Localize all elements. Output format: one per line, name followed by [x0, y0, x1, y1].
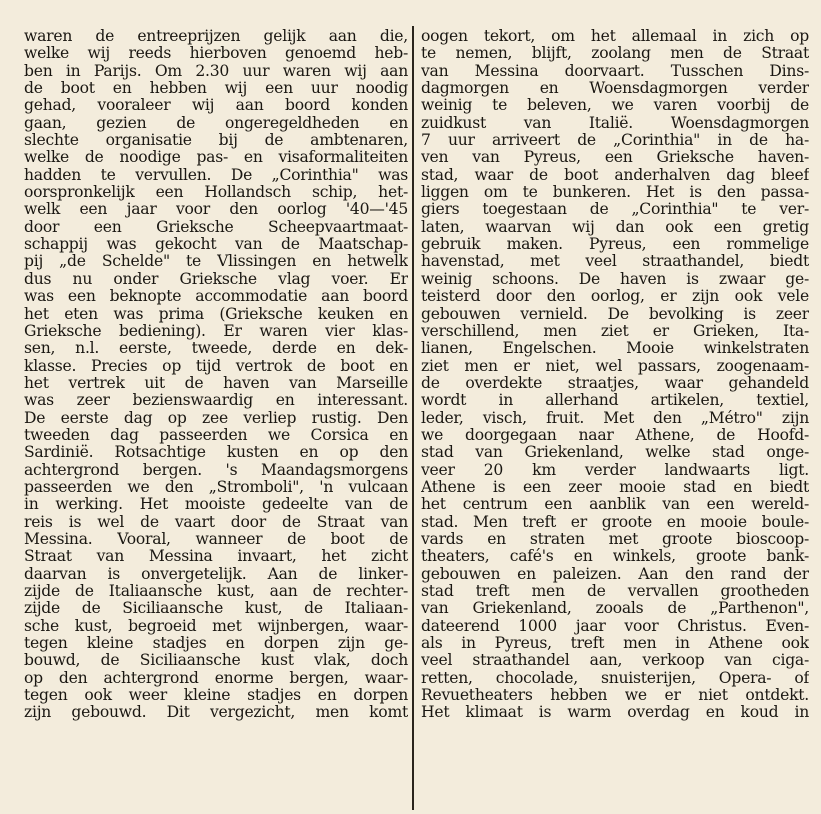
text-line: zijde de Italiaansche kust, aan de rechter- [24, 583, 408, 600]
text-line: stad treft men de vervallen grootheden [421, 583, 809, 600]
text-line: zuidkust van Italië. Woensdagmorgen [421, 114, 809, 132]
text-line: giers toegestaan de „Corinthia" te ver- [421, 201, 809, 219]
text-line: tegen ook weer kleine stadjes en dorpen [24, 687, 408, 705]
text-line: welke wij reeds hierboven genoemd heb- [24, 45, 408, 63]
text-line: het vertrek uit de haven van Marseille [24, 374, 408, 392]
text-line: Messina. Vooral, wanneer de boot de [24, 530, 408, 548]
text-line: slechte organisatie bij de ambtenaren, [24, 132, 408, 150]
text-line: welk een jaar voor den oorlog '40—'45 [24, 201, 408, 219]
text-line: Grieksche bediening). Er waren vier klas- [24, 322, 408, 340]
text-line: veel straathandel aan, verkoop van ciga- [421, 652, 809, 670]
column-divider [412, 26, 414, 810]
text-line: tweeden dag passeerden we Corsica en [24, 426, 408, 444]
text-line: was zeer bezienswaardig en interessant. [24, 392, 408, 410]
text-line: hadden te vervullen. De „Corinthia" was [24, 166, 408, 184]
text-line: stad, waar de boot anderhalven dag bleef [421, 166, 809, 184]
left-column [24, 28, 408, 722]
text-line: we doorgegaan naar Athene, de Hoofd- [421, 426, 809, 444]
text-line: leder, visch, fruit. Met den „Métro" zijn [421, 409, 809, 427]
text-line: door een Grieksche Scheepvaartmaat- [24, 218, 408, 236]
text-line: tegen kleine stadjes en dorpen zijn ge- [24, 635, 408, 653]
text-line: pij „de Schelde" te Vlissingen en hetwelk [24, 253, 408, 271]
text-line: de boot en hebben wij een uur noodig [24, 80, 408, 98]
text-line: gebouwen vernield. De bevolking is zeer [421, 305, 809, 323]
text-line: welke de noodige pas- en visaformaliteiten [24, 149, 408, 167]
text-line: gaan, gezien de ongeregeldheden en [24, 114, 408, 132]
text-line: oogen tekort, om het allemaal in zich op [421, 28, 809, 45]
text-line: teisterd door den oorlog, er zijn ook vele [421, 288, 809, 306]
text-line: lianen, Engelschen. Mooie winkelstraten [421, 340, 809, 358]
text-line: Straat van Messina invaart, het zicht [24, 548, 408, 566]
text-line: reis is wel de vaart door de Straat van [24, 513, 408, 531]
text-line: sche kust, begroeid met wijnbergen, waar- [24, 617, 408, 635]
text-line: daarvan is onvergetelijk. Aan de linker- [24, 565, 408, 583]
text-line: de overdekte straatjes, waar gehandeld [421, 374, 809, 392]
text-line: was een beknopte accommodatie aan boord [24, 288, 408, 306]
text-line: gebruik maken. Pyreus, een rommelige [421, 236, 809, 254]
text-line: veer 20 km verder landwaarts ligt. [421, 461, 809, 479]
right-column [421, 28, 809, 722]
text-line: De eerste dag op zee verliep rustig. Den [24, 409, 408, 427]
text-line: van Messina doorvaart. Tusschen Dins- [421, 62, 809, 80]
text-line: Het klimaat is warm overdag en koud in [421, 704, 809, 722]
text-line: Sardinië. Rotsachtige kusten en op den [24, 444, 408, 462]
text-line: achtergrond bergen. 's Maandagsmorgens [24, 461, 408, 479]
text-line: liggen om te bunkeren. Het is den passa- [421, 184, 809, 202]
text-line: zijde de Siciliaansche kust, de Italiaan- [24, 600, 408, 618]
text-line: vards en straten met groote bioscoop- [421, 530, 809, 548]
text-line: in werking. Het mooiste gedeelte van de [24, 496, 408, 514]
text-line: het centrum een aanblik van een wereld- [421, 496, 809, 514]
text-line: klasse. Precies op tijd vertrok de boot en [24, 357, 408, 375]
text-line: sen, n.l. eerste, tweede, derde en dek- [24, 340, 408, 358]
text-line: verschillend, men ziet er Grieken, Ita- [421, 322, 809, 340]
text-line: als in Pyreus, treft men in Athene ook [421, 635, 809, 653]
text-line: op den achtergrond enorme bergen, waar- [24, 669, 408, 687]
text-line: Revuetheaters hebben we er niet ontdekt. [421, 687, 809, 705]
text-line: dateerend 1000 jaar voor Christus. Even- [421, 617, 809, 635]
text-line: theaters, café's en winkels, groote bank- [421, 548, 809, 566]
text-line: dagmorgen en Woensdagmorgen verder [421, 80, 809, 98]
text-line: havenstad, met veel straathandel, biedt [421, 253, 809, 271]
text-line: schappij was gekocht van de Maatschap- [24, 236, 408, 254]
text-line: het eten was prima (Grieksche keuken en [24, 305, 408, 323]
text-line: stad van Griekenland, welke stad onge- [421, 444, 809, 462]
text-line: bouwd, de Siciliaansche kust vlak, doch [24, 652, 408, 670]
text-line: weinig te beleven, we varen voorbij de [421, 97, 809, 115]
text-line: ziet men er niet, wel passars, zoogenaam- [421, 357, 809, 375]
text-line: dus nu onder Grieksche vlag voer. Er [24, 270, 408, 288]
text-line: ben in Parijs. Om 2.30 uur waren wij aan [24, 62, 408, 80]
text-line: gehad, vooraleer wij aan boord konden [24, 97, 408, 115]
text-line: te nemen, blijft, zoolang men de Straat [421, 45, 809, 63]
text-line: passeerden we den „Stromboli", 'n vulcaan [24, 478, 408, 496]
text-line: stad. Men treft er groote en mooie boule- [421, 513, 809, 531]
text-line: zijn gebouwd. Dit vergezicht, men komt [24, 704, 408, 722]
text-line: wordt in allerhand artikelen, textiel, [421, 392, 809, 410]
text-line: van Griekenland, zooals de „Parthenon", [421, 600, 809, 618]
text-line: ven van Pyreus, een Grieksche haven- [421, 149, 809, 167]
text-line: laten, waarvan wij dan ook een gretig [421, 218, 809, 236]
text-line: retten, chocolade, snuisterijen, Opera- of [421, 669, 809, 687]
text-line: gebouwen en paleizen. Aan den rand der [421, 565, 809, 583]
text-line: 7 uur arriveert de „Corinthia" in de ha- [421, 132, 809, 150]
text-line: weinig schoons. De haven is zwaar ge- [421, 270, 809, 288]
text-line: Athene is een zeer mooie stad en biedt [421, 478, 809, 496]
text-line: waren de entreeprijzen gelijk aan die, [24, 28, 408, 45]
text-line: oorspronkelijk een Hollandsch schip, het- [24, 184, 408, 202]
